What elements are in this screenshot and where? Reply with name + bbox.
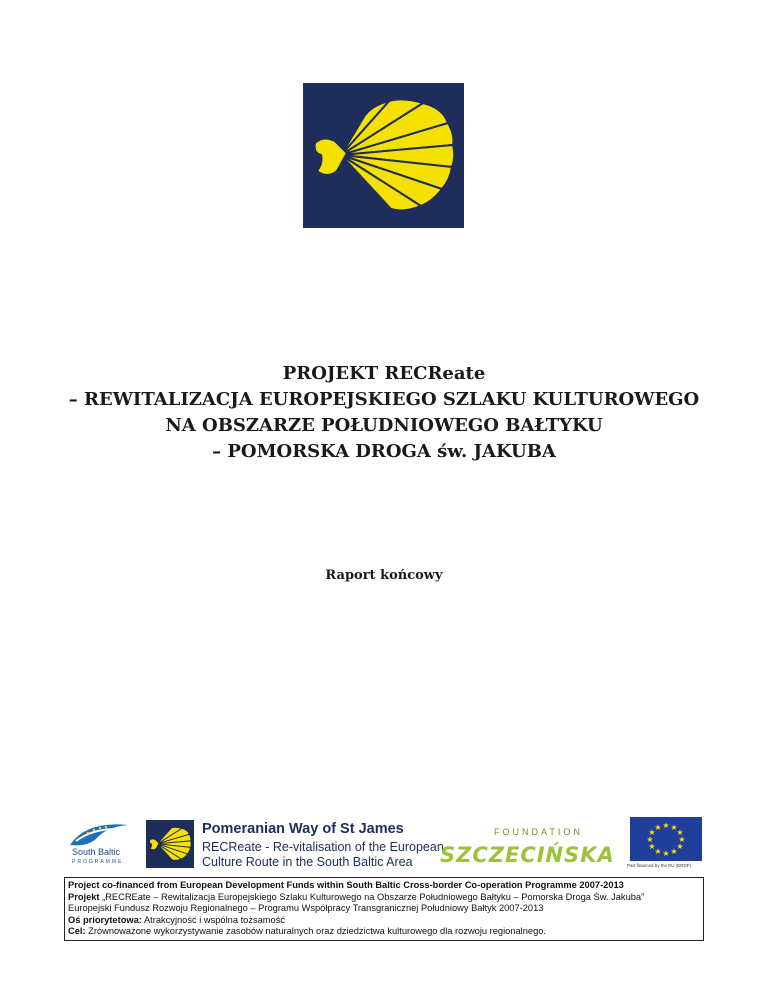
info-line-5-text: Zrównoważone wykorzystywanie zasobów naturalnych oraz dziedzictwa kulturowego dla rozwoju regionalnego. — [85, 926, 547, 937]
pomeranian-way-line-1: RECReate - Re-vitalisation of the European — [202, 840, 444, 854]
svg-text:★: ★ — [678, 835, 686, 844]
scallop-shell-icon — [146, 820, 194, 868]
eu-caption: Part financed by the EU (ERDF) — [627, 863, 692, 868]
svg-text:★: ★ — [670, 847, 678, 856]
svg-text:★: ★ — [662, 821, 670, 830]
pomeranian-way-line-2: Culture Route in the South Baltic Area — [202, 855, 413, 869]
eu-stars-icon — [630, 817, 702, 861]
svg-text:★: ★ — [654, 823, 662, 832]
pomeranian-way-logo — [146, 820, 194, 868]
info-line-4 — [68, 915, 700, 927]
info-line-4-label: Oś priorytetowa: — [68, 914, 142, 925]
pomeranian-way-title: Pomeranian Way of St James — [202, 821, 404, 837]
svg-text:★: ★ — [670, 823, 678, 832]
info-line-1: Project co-financed from European Development Funds within South Baltic Cross-border Co-operation Programme 2007-2013 — [68, 880, 624, 890]
document-subtitle: Raport końcowy — [325, 568, 443, 583]
foundation-label: FOUNDATION — [494, 827, 583, 837]
title-line-3: NA OBSZARZE POŁUDNIOWEGO BAŁTYKU — [165, 415, 603, 436]
info-line-5 — [68, 926, 700, 938]
scallop-logo — [303, 83, 464, 228]
document-title — [0, 361, 768, 465]
info-line-2 — [68, 892, 700, 904]
svg-text:★: ★ — [654, 847, 662, 856]
svg-text:★: ★ — [676, 842, 684, 851]
svg-text:★: ★ — [646, 835, 654, 844]
scallop-shell-icon — [303, 83, 464, 228]
svg-text:★: ★ — [648, 828, 656, 837]
foundation-name: SZCZECIŃSKA — [440, 843, 615, 867]
svg-text:★: ★ — [648, 842, 656, 851]
south-baltic-name: South Baltic — [72, 847, 121, 857]
svg-text:★: ★ — [676, 828, 684, 837]
info-line-2-text: „RECREate – Rewitalizacja Europejskiego Szlaku Kulturowego na Obszarze Południowego Bałtyku – Pomorska Droga Św. Jakuba” — [99, 891, 645, 902]
footer-logos — [64, 815, 706, 875]
svg-text:★: ★ — [662, 849, 670, 858]
info-line-3: Europejski Fundusz Rozwoju Regionalnego – Programu Współpracy Transgranicznej Południowy Bałtyk 2007-2013 — [68, 903, 544, 914]
cofinancing-info-box — [64, 877, 704, 941]
title-line-1: PROJEKT RECReate — [282, 363, 486, 384]
info-line-5-label: Cel: — [68, 926, 86, 937]
info-line-2-label: Projekt — [68, 891, 100, 902]
south-baltic-wave-icon — [66, 819, 136, 849]
info-line-4-text: Atrakcyjność i wspólna tożsamość — [141, 914, 286, 925]
south-baltic-sub: PROGRAMME — [72, 859, 124, 865]
title-line-4: – POMORSKA DROGA św. JAKUBA — [212, 441, 556, 462]
title-line-2: – REWITALIZACJA EUROPEJSKIEGO SZLAKU KULTUROWEGO — [68, 389, 700, 410]
eu-flag — [630, 817, 702, 861]
